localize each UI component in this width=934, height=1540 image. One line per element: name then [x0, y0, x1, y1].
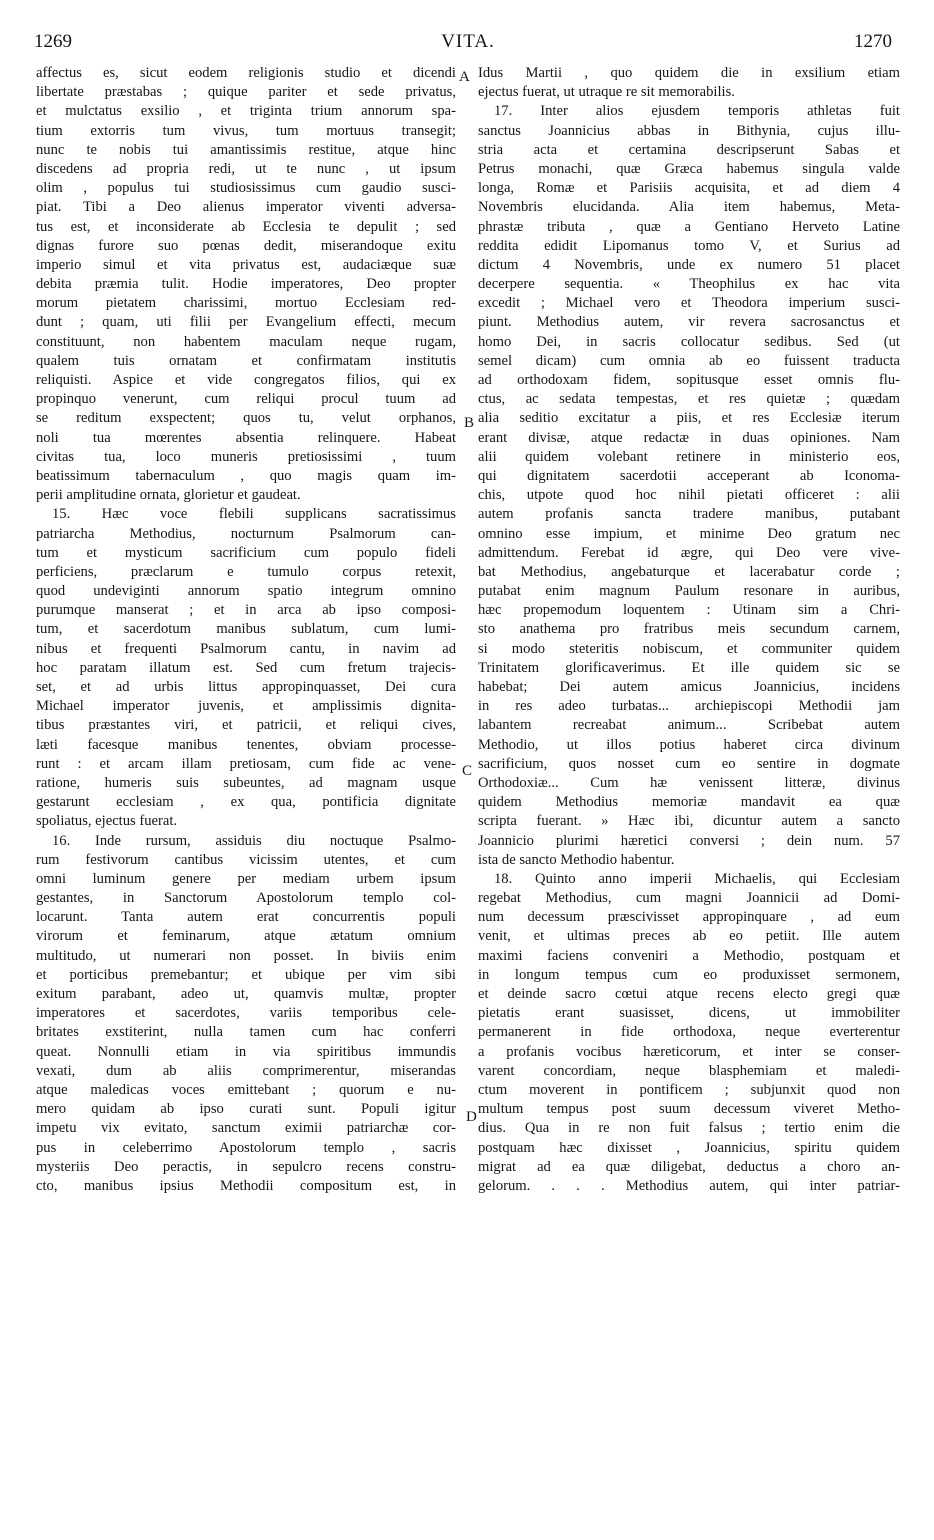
text-line: debita præmia tulit. Hodie imperatores, Deo propter [36, 276, 456, 293]
text-line: Methodio, ut illos potius haberet circa divinum [478, 736, 900, 753]
text-line: 18. Quinto anno imperii Michaelis, qui Ecclesiam [494, 870, 900, 887]
text-line: cto, manibus ipsius Methodii compositum est, in [36, 1177, 456, 1194]
text-line: tium extorris tum vivus, tum mortuus transegit; [36, 122, 456, 139]
text-line: reddita edidit Lipomanus tomo V, et Surius ad [478, 237, 900, 254]
text-line: morum pietatem charissimi, mortuo Ecclesiam red- [36, 295, 456, 312]
text-line: gestarunt ecclesiam , ex qua, pontificia dignitate [36, 794, 456, 811]
right-column [478, 64, 900, 1514]
text-line: discedens ad propria redi, ut te nunc , ut ipsum [36, 160, 456, 177]
text-line: in res adeo turbatas... archiepiscopi Methodii jam [478, 698, 900, 715]
text-line: postquam hæc dixisset , Joannicius, spiritu quidem [478, 1139, 900, 1156]
text-line: reliquisti. Aspice et vide congregatos filios, qui ex [36, 372, 456, 388]
text-line: Novembris elucidanda. Alia item habemus, Meta- [478, 199, 900, 216]
text-line: mysteriis Deo peractis, in sepulcro recens constru- [36, 1158, 456, 1175]
text-line: set, et ad urbis littus appropinquasset, Dei cura [36, 679, 456, 695]
text-line: perficiens, præclarum e tumulo corpus retexit, [36, 563, 456, 580]
text-line: noli tua mœrentes absentia relinquere. Habeat [36, 429, 456, 446]
text-line: qui dignitatem sacerdotii acceperant ab Iconoma- [478, 467, 900, 484]
text-line: sto anathema pro fratribus meis secundum carnem, [478, 621, 900, 638]
text-line: migrat ad ea quæ diligebat, deductus a choro an- [478, 1158, 900, 1175]
text-line: purumque manserat ; et in arca ab ipso composi- [36, 602, 456, 619]
left-column [36, 64, 456, 1514]
text-line: tum et mysticum sacrificium cum populo fideli [36, 544, 456, 561]
text-line: beatissimum tabernaculum , quo magis quam im- [36, 467, 456, 484]
text-line: atque maledicas voces emittebant ; quorum e nu- [36, 1081, 456, 1098]
text-line: imperio simul et vita privatus est, audaciæque suæ [36, 256, 456, 273]
text-line: autem profanis sancta tradere manibus, putabant [478, 506, 900, 523]
text-line: qualem tuis ornatam et confirmatam institutis [36, 352, 456, 369]
text-line: Idus Martii , quo quidem die in exsilium etiam [478, 65, 900, 81]
text-line: civitas tua, loco muneris pretiosissimi , tuum [36, 448, 456, 465]
text-line: ejectus fuerat, ut utraque re sit memorabilis. [478, 84, 735, 101]
text-line: habebat; Dei autem amicus Joannicius, incidens [478, 679, 900, 695]
text-line: pus in celeberrimo Apostolorum templo , sacris [36, 1139, 456, 1156]
text-line: gelorum. . . . Methodius autem, qui inter patriar- [478, 1177, 900, 1194]
margin-letter-d: D [466, 1109, 477, 1125]
text-line: britates exstiterint, nulla tamen cum hac conferri [36, 1024, 456, 1041]
text-line: rum festivorum cantibus vicissim utentes, et cum [36, 851, 456, 868]
text-line: affectus es, sicut eodem religionis studio et dicendi [36, 65, 456, 81]
text-line: dignas furore suo pœnas dedit, miserandoque exitu [36, 237, 456, 254]
text-line: et porticibus premebantur; et ubique per vim sibi [36, 966, 456, 983]
text-line: ctum moverent in pontificem ; subjunxit quod non [478, 1081, 900, 1098]
text-line: læti facesque manibus tenentes, obviam processe- [36, 736, 456, 753]
text-line: piat. Tibi a Deo alienus imperator viventi adversa- [36, 199, 456, 216]
page-number-right: 1270 [854, 31, 892, 52]
text-line: ista de sancto Methodio habentur. [478, 851, 675, 868]
text-line: multum tempus post suum decessum viveret Metho- [478, 1101, 900, 1118]
text-line: runt : et arcam illam pretiosam, cum fide ac vene- [36, 755, 456, 772]
text-line: a profanis vocibus hæreticorum, et inter se conser- [478, 1043, 900, 1060]
margin-letter-a: A [459, 69, 470, 85]
text-line: alii quidem volebant retinere in ministerio eos, [478, 448, 900, 465]
text-line: 17. Inter alios ejusdem temporis athletas fuit [494, 103, 900, 120]
text-line: spoliatus, ejectus fuerat. [36, 813, 178, 830]
text-line: Michael imperator juvenis, et amplissimis dignita- [36, 698, 456, 715]
text-line: dictum 4 Novembris, unde ex numero 51 placet [478, 256, 900, 273]
text-line: phrastæ tributa , quæ a Gentiano Herveto Latine [478, 218, 900, 235]
text-line: locarunt. Tanta autem erat concurrentis populi [36, 909, 456, 926]
text-line: Orthodoxiæ... Cum hæ venissent litteræ, divinus [478, 774, 900, 791]
text-line: se reditum exspectent; quos tu, velut orphanos, [36, 410, 456, 427]
text-line: homo Dei, in sacris collocatur sedibus. Sed (ut [478, 333, 900, 350]
text-line: constituunt, non habentem maculam neque rugam, [36, 333, 456, 350]
text-line: tibus præstantes viri, et patricii, et reliqui cives, [36, 717, 456, 734]
text-line: semel dicam) cum omnia ab eo fuissent traducta [478, 352, 900, 369]
text-line: mero quidam ab ipso curati sunt. Populi igitur [36, 1101, 456, 1118]
text-line: omni luminum genere per mediam urbem ipsum [36, 870, 456, 887]
text-line: vexati, dum ab aliis comprimerentur, miserandas [36, 1062, 456, 1079]
text-line: ad orthodoxam fidem, sopitusque esset omnis flu- [478, 372, 900, 388]
text-line: tum, et sacerdotum manibus sublatum, cum lumi- [36, 621, 456, 638]
text-line: et deinde sacro cœtui atque recens electo gregi quæ [478, 986, 900, 1002]
text-line: patriarcha Methodius, nocturnum Psalmorum can- [36, 525, 456, 542]
text-line: propinquo venerunt, cum reliqui procul tuum ad [36, 391, 456, 408]
text-line: labantem recreabat animum... Scribebat autem [478, 717, 900, 734]
text-line: virorum et feminarum, atque ætatum omnium [36, 928, 456, 945]
text-line: stria acta et certamina descripserunt Sabas et [478, 141, 900, 158]
running-title: VITA. [441, 31, 495, 52]
text-line: nibus et frequenti Psalmorum cantu, in navim ad [36, 640, 456, 657]
text-line: imperatores et sacerdotes, variis temporibus cele- [36, 1005, 456, 1022]
text-line: tus est, et inconsiderate ab Ecclesia te depulit ; sed [36, 218, 456, 235]
text-line: 16. Inde rursum, assiduis diu noctuque Psalmo- [52, 832, 456, 849]
text-line: scripta fuerant. » Hæc ibi, dicuntur autem a sancto [478, 813, 900, 830]
text-line: et mulctatus exsilio , et triginta trium annorum spa- [36, 103, 456, 120]
text-line: sacrificium, quos nosset cum eo sentire in dogmate [478, 755, 900, 772]
text-line: regebat Methodius, cum magni Joannicii ad Domi- [478, 890, 900, 907]
text-line: olim , populus tui studiosissimus cum gaudio susci- [36, 180, 456, 197]
text-line: putabat enim magnum Paulum resonare in auribus, [478, 583, 900, 600]
text-line: piunt. Methodius autem, vir revera sacrosanctus et [478, 314, 900, 331]
text-line: bat Methodius, angebaturque et lacerabatur corde ; [478, 563, 900, 580]
margin-letter-c: C [462, 763, 473, 779]
text-line: exitum parabant, adeo ut, quamvis multæ, propter [36, 986, 456, 1002]
margin-letter-b: B [464, 415, 475, 431]
text-line: admittendum. Ferebat id ægre, qui Deo vere vive- [478, 544, 900, 561]
text-line: erant divisæ, atque redactæ in duas opiniones. Nam [478, 429, 900, 446]
text-line: perii amplitudine ornata, glorietur et gaudeat. [36, 487, 301, 504]
text-line: num decessum præscivisset appropinquare , ad eum [478, 909, 900, 926]
text-line: omnino esse impium, et minime Deo gratum nec [478, 525, 900, 542]
text-line: ctus, ac sedata tempestas, et res quietæ ; quædam [478, 391, 900, 408]
text-line: nunc te nobis tui amantissimis restitue, atque hinc [36, 141, 456, 158]
text-line: 15. Hæc voce flebili supplicans sacratissimus [52, 506, 456, 523]
text-line: si modo steteritis nobiscum, et communiter quidem [478, 640, 900, 657]
text-line: ratione, humeris suis subeuntes, ad magnam usque [36, 774, 456, 791]
text-line: Petrus monachi, quæ Græca habemus singula valde [478, 160, 900, 177]
text-line: permanerent in fide orthodoxa, neque everterentur [478, 1024, 900, 1041]
text-line: quod undeviginti annorum spatio integrum omnino [36, 583, 456, 600]
text-line: varent concordiam, neque blasphemiam et maledi- [478, 1062, 900, 1079]
text-line: quidem Methodius memoriæ mandavit ea quæ [478, 794, 900, 811]
text-line: pietatis erant suasisset, dicens, ut immobiliter [478, 1005, 900, 1022]
text-line: longa, Romæ et Parisiis acquisita, et ad diem 4 [478, 180, 900, 197]
page-header [30, 30, 906, 58]
text-line: in longum tempus cum eo produxisset sermonem, [478, 966, 900, 983]
text-line: maximi faciens conveniri a Methodio, postquam et [478, 947, 900, 964]
text-line: hoc paratam illatum est. Sed cum fretum trajecis- [36, 659, 456, 676]
text-line: chis, utpote quod hoc nihil pietati officeret : alii [478, 487, 900, 504]
text-line: venit, et ultimas preces ab eo petiit. Ille autem [478, 928, 900, 945]
text-line: hæc propemodum loquentem : Utinam sim a Chri- [478, 602, 900, 619]
text-line: multitudo, ut numerari non posset. In biviis enim [36, 947, 456, 964]
text-line: impetu vix evitato, sanctum eximii patriarchæ cor- [36, 1120, 456, 1137]
text-line: Joannicio plurimi hæretici conversi ; dein num. 57 [478, 832, 900, 849]
text-line: gestantes, in Sanctorum Apostolorum templo col- [36, 890, 456, 907]
text-line: excedit ; Michael vero et Theodora imperium susci- [478, 295, 900, 312]
text-line: sanctus Joannicius abbas in Bithynia, cujus illu- [478, 122, 900, 139]
text-line: decerpere sequentia. « Theophilus ex hac vita [478, 276, 900, 293]
text-line: dunt ; quam, uti filii per Evangelium effecti, mecum [36, 314, 456, 331]
text-line: queat. Nonnulli etiam in via spiritibus immundis [36, 1043, 456, 1060]
text-line: libertate præstabas ; quique pariter et sede privatus, [36, 84, 456, 101]
text-line: alia seditio excitatur a piis, et res Ecclesiæ iterum [478, 410, 900, 427]
page-number-left: 1269 [34, 31, 72, 52]
text-line: dius. Qua in re non fuit falsus ; tertio enim die [478, 1120, 900, 1137]
text-line: Trinitatem glorificaverimus. Et ille quidem sic se [478, 659, 900, 676]
